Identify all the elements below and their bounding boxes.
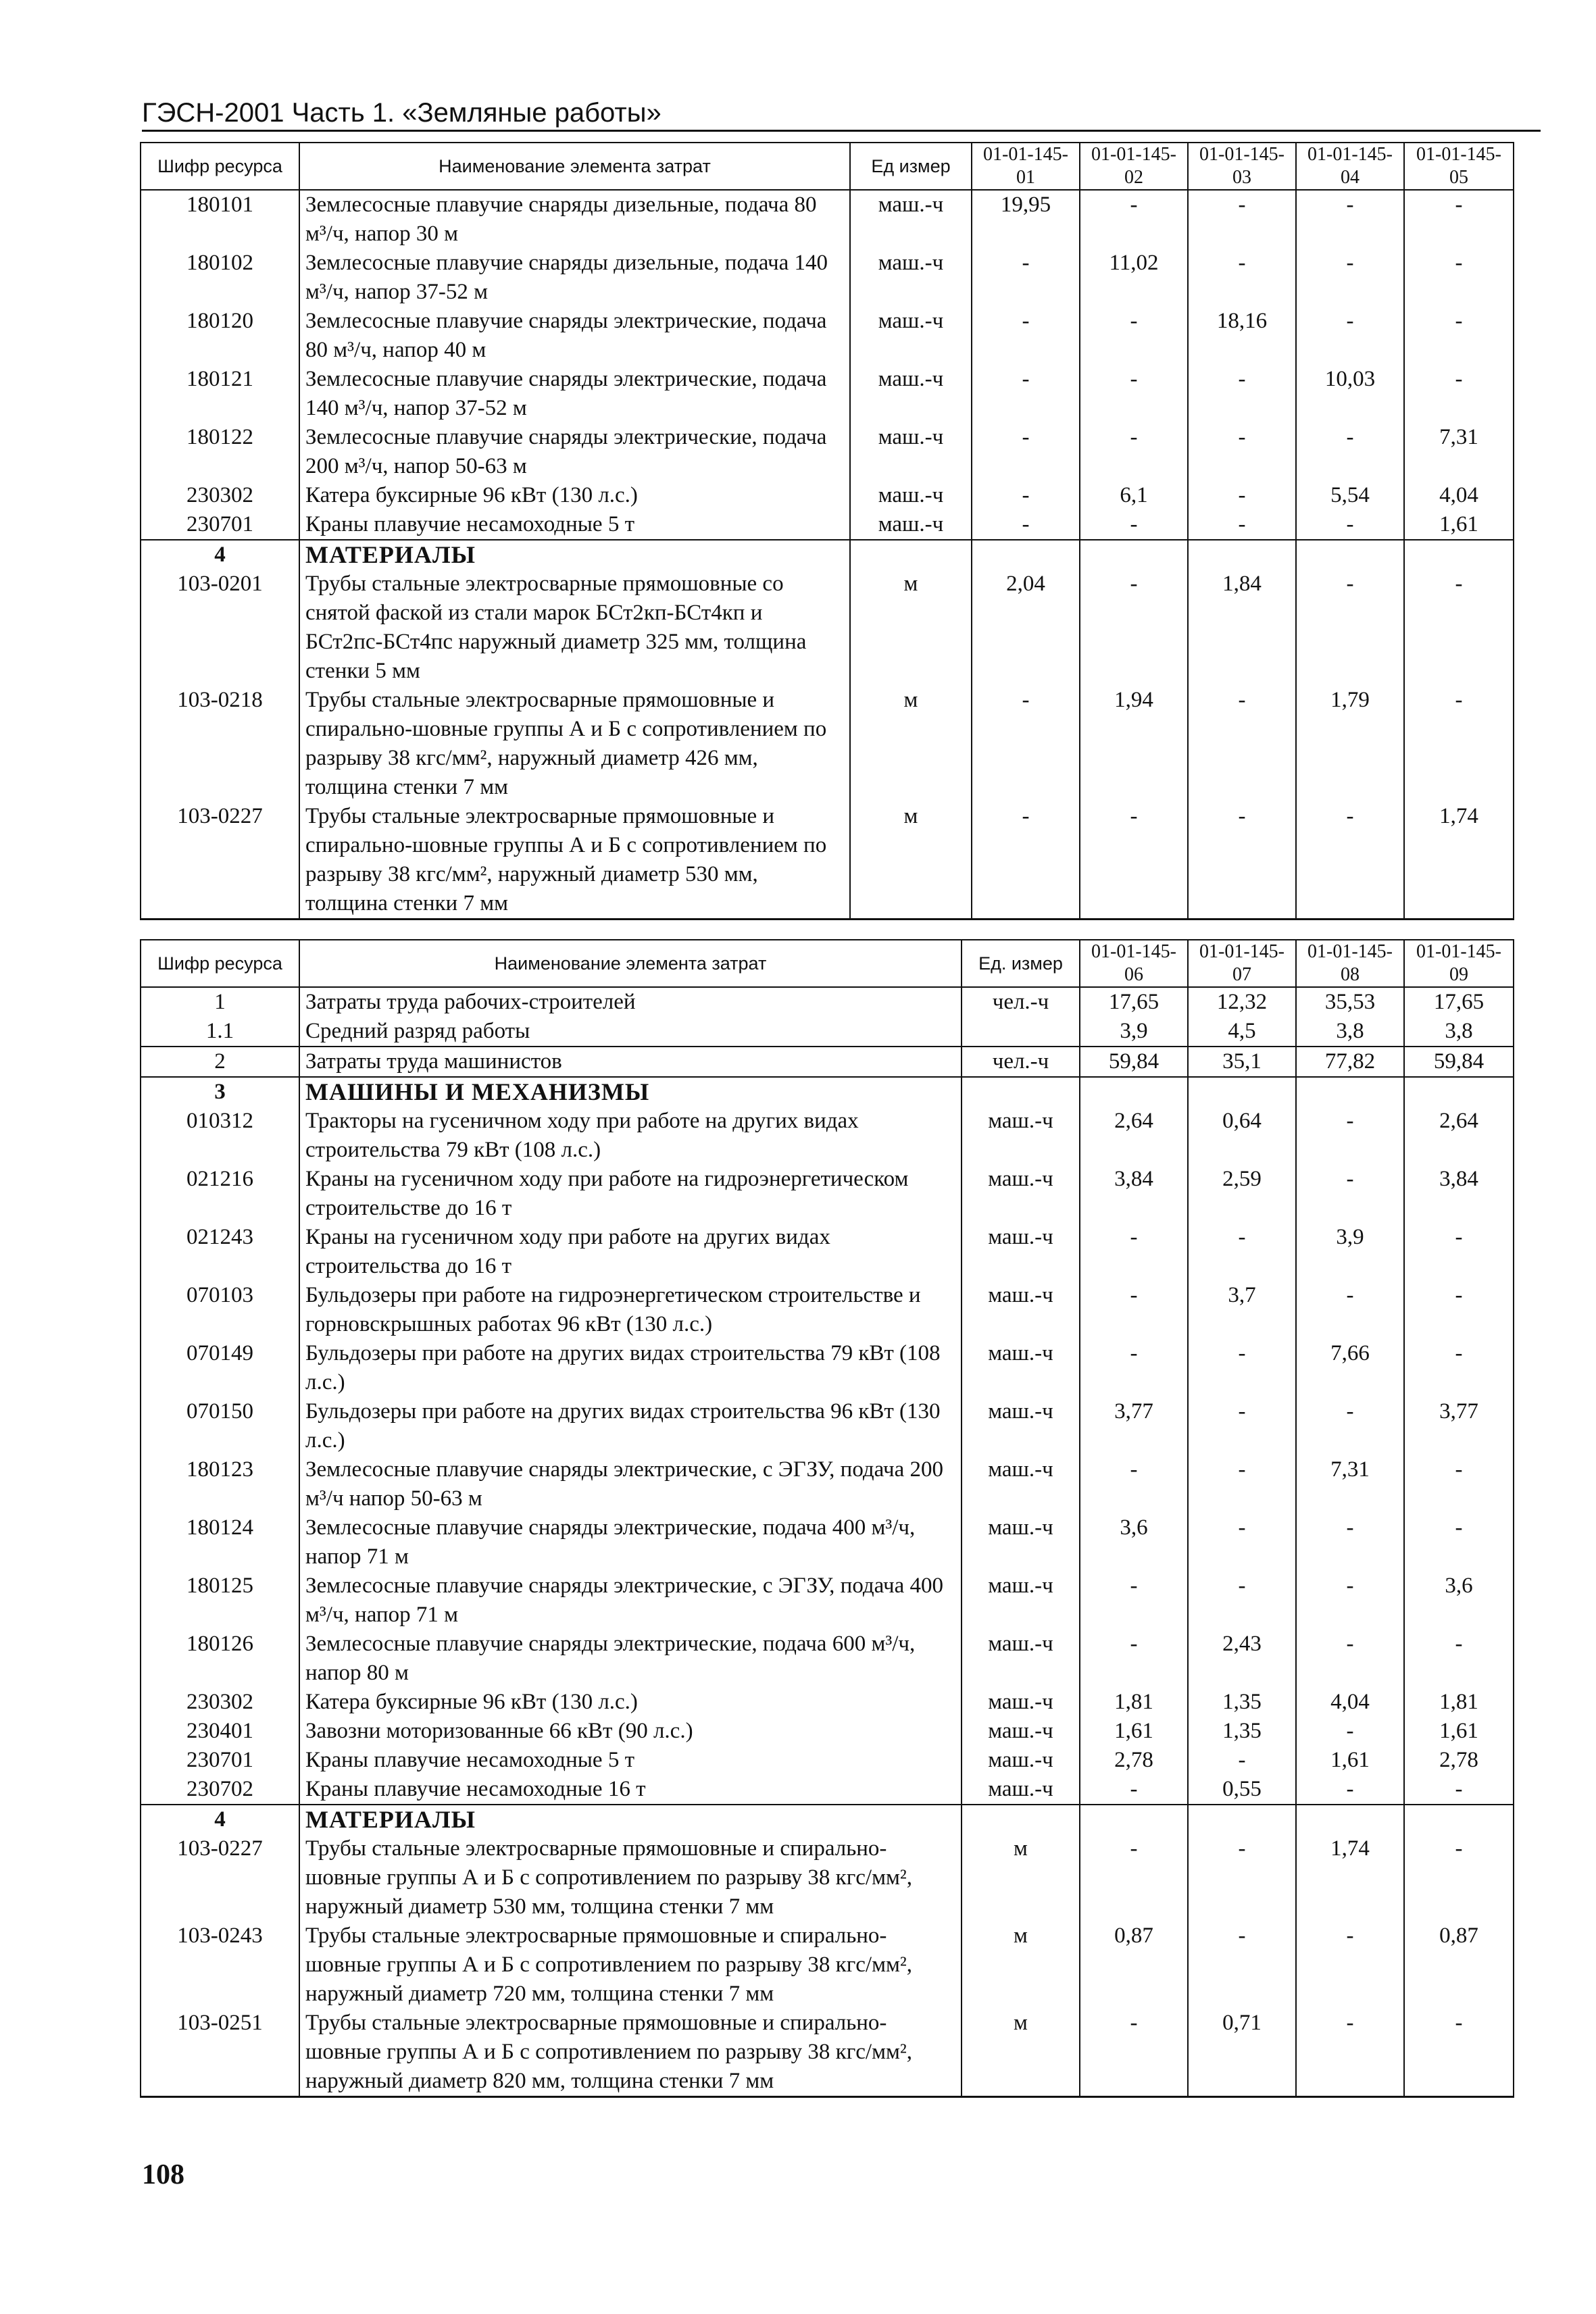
norm-value bbox=[1296, 1077, 1404, 1107]
unit-of-measure: маш.-ч bbox=[962, 1630, 1080, 1688]
resource-name: Трубы стальные электросварные прямошовные и спирально-шовные группы А и Б с сопротивлением по разрыву 38 кгс/мм², наружный диаметр 720 мм, толщина стенки 7 мм bbox=[299, 1921, 962, 2009]
resource-name: Трубы стальные электросварные прямошовные и спирально-шовные группы А и Б с сопротивлением по разрыву 38 кгс/мм², наружный диаметр 426 мм, толщина стенки 7 мм bbox=[299, 686, 850, 802]
norm-value: 2,43 bbox=[1188, 1630, 1296, 1688]
resource-code: 103-0218 bbox=[141, 686, 299, 802]
column-header: Ед измер bbox=[850, 143, 972, 190]
norm-value: - bbox=[1404, 1281, 1514, 1339]
column-header: 01-01-145-01 bbox=[972, 143, 1080, 190]
unit-of-measure: маш.-ч bbox=[962, 1397, 1080, 1455]
norm-value: - bbox=[1188, 249, 1296, 307]
unit-of-measure: м bbox=[850, 570, 972, 686]
resource-code: 3 bbox=[141, 1077, 299, 1107]
unit-of-measure bbox=[850, 540, 972, 570]
norm-value: - bbox=[1188, 423, 1296, 481]
norm-value: - bbox=[1188, 1455, 1296, 1513]
section-row bbox=[141, 1077, 1514, 1107]
section-title: МАТЕРИАЛЫ bbox=[299, 1805, 962, 1834]
norm-value: 7,31 bbox=[1296, 1455, 1404, 1513]
norm-value: 3,7 bbox=[1188, 1281, 1296, 1339]
norm-value: - bbox=[1404, 1630, 1514, 1688]
unit-of-measure: чел.-ч bbox=[962, 1047, 1080, 1077]
column-header: Наименование элемента затрат bbox=[299, 143, 850, 190]
norm-value: 0,64 bbox=[1188, 1107, 1296, 1165]
unit-of-measure: м bbox=[850, 686, 972, 802]
norm-value: - bbox=[972, 686, 1080, 802]
norm-value: 2,78 bbox=[1080, 1746, 1188, 1775]
resource-code: 180120 bbox=[141, 307, 299, 365]
table-row bbox=[141, 1223, 1514, 1281]
resource-name: Землесосные плавучие снаряды дизельные, подача 140 м³/ч, напор 37-52 м bbox=[299, 249, 850, 307]
norm-value bbox=[1296, 540, 1404, 570]
resource-code: 230702 bbox=[141, 1775, 299, 1805]
resource-code: 180122 bbox=[141, 423, 299, 481]
table-row bbox=[141, 987, 1514, 1017]
norm-value: - bbox=[1296, 1165, 1404, 1223]
norm-value: - bbox=[972, 249, 1080, 307]
norm-value: - bbox=[1080, 1571, 1188, 1630]
norm-value: 1,35 bbox=[1188, 1717, 1296, 1746]
resource-code: 230701 bbox=[141, 1746, 299, 1775]
unit-of-measure: маш.-ч bbox=[962, 1513, 1080, 1571]
norm-value: - bbox=[1404, 190, 1514, 249]
column-header: 01-01-145-08 bbox=[1296, 940, 1404, 987]
resource-code: 180102 bbox=[141, 249, 299, 307]
table-row bbox=[141, 1107, 1514, 1165]
section-row bbox=[141, 540, 1514, 570]
unit-of-measure bbox=[962, 1077, 1080, 1107]
norm-value: - bbox=[1080, 1223, 1188, 1281]
unit-of-measure: м bbox=[962, 1834, 1080, 1921]
resource-name: Землесосные плавучие снаряды электрические, подача 600 м³/ч, напор 80 м bbox=[299, 1630, 962, 1688]
norm-value: - bbox=[1404, 1339, 1514, 1397]
norm-value bbox=[1296, 1805, 1404, 1834]
resource-name: Землесосные плавучие снаряды электрические, с ЭГЗУ, подача 200 м³/ч напор 50-63 м bbox=[299, 1455, 962, 1513]
norm-value: - bbox=[1404, 307, 1514, 365]
norm-value: 7,66 bbox=[1296, 1339, 1404, 1397]
norm-value: - bbox=[1296, 249, 1404, 307]
norm-value: - bbox=[1296, 510, 1404, 540]
norm-value: - bbox=[1404, 1834, 1514, 1921]
norm-value: 17,65 bbox=[1404, 987, 1514, 1017]
page-header bbox=[142, 96, 1541, 132]
resource-name: Землесосные плавучие снаряды электрические, подача 140 м³/ч, напор 37-52 м bbox=[299, 365, 850, 423]
norm-value: - bbox=[972, 423, 1080, 481]
section-title: МАШИНЫ И МЕХАНИЗМЫ bbox=[299, 1077, 962, 1107]
norm-value: 1,81 bbox=[1404, 1688, 1514, 1717]
table-row bbox=[141, 570, 1514, 686]
norm-value: - bbox=[972, 802, 1080, 920]
norm-value: 3,8 bbox=[1296, 1017, 1404, 1047]
norm-value: - bbox=[1188, 481, 1296, 510]
norm-value bbox=[1188, 1077, 1296, 1107]
norm-value bbox=[1188, 540, 1296, 570]
resource-code: 230302 bbox=[141, 1688, 299, 1717]
norm-value: 3,8 bbox=[1404, 1017, 1514, 1047]
norm-value: 3,77 bbox=[1080, 1397, 1188, 1455]
column-header: Шифр ресурса bbox=[141, 143, 299, 190]
resource-name: Катера буксирные 96 кВт (130 л.с.) bbox=[299, 481, 850, 510]
column-header: 01-01-145-06 bbox=[1080, 940, 1188, 987]
norm-value: 0,87 bbox=[1080, 1921, 1188, 2009]
resource-name: Трубы стальные электросварные прямошовные и спирально-шовные группы А и Б с сопротивлением по разрыву 38 кгс/мм², наружный диаметр 530 мм, толщина стенки 7 мм bbox=[299, 1834, 962, 1921]
resource-name: Бульдозеры при работе на гидроэнергетическом строительстве и горновскрышных работах 96 кВт (130 л.с.) bbox=[299, 1281, 962, 1339]
unit-of-measure: маш.-ч bbox=[962, 1107, 1080, 1165]
norm-value bbox=[1188, 1805, 1296, 1834]
table-body bbox=[141, 190, 1514, 920]
norm-value: 0,55 bbox=[1188, 1775, 1296, 1805]
norm-value: - bbox=[1188, 365, 1296, 423]
column-header: 01-01-145-05 bbox=[1404, 143, 1514, 190]
norm-value: - bbox=[1404, 249, 1514, 307]
unit-of-measure: маш.-ч bbox=[962, 1223, 1080, 1281]
unit-of-measure: маш.-ч bbox=[850, 249, 972, 307]
norm-value: 77,82 bbox=[1296, 1047, 1404, 1077]
resource-name: Тракторы на гусеничном ходу при работе на других видах строительства 79 кВт (108 л.с.) bbox=[299, 1107, 962, 1165]
norm-value: - bbox=[1188, 802, 1296, 920]
norm-value: - bbox=[1296, 1107, 1404, 1165]
norm-value: - bbox=[1188, 510, 1296, 540]
norm-value: 0,71 bbox=[1188, 2009, 1296, 2097]
norm-value: - bbox=[1080, 1630, 1188, 1688]
norm-value: 1,84 bbox=[1188, 570, 1296, 686]
norm-value: 1,74 bbox=[1296, 1834, 1404, 1921]
norm-value: - bbox=[1296, 1775, 1404, 1805]
table-row bbox=[141, 802, 1514, 920]
norm-value: - bbox=[972, 481, 1080, 510]
table-body bbox=[141, 987, 1514, 2097]
table-row bbox=[141, 1834, 1514, 1921]
norm-value: - bbox=[1188, 686, 1296, 802]
norm-value: - bbox=[1188, 1746, 1296, 1775]
norm-value: 0,87 bbox=[1404, 1921, 1514, 2009]
norm-value: - bbox=[1404, 365, 1514, 423]
table-row bbox=[141, 1630, 1514, 1688]
norm-value: 3,6 bbox=[1080, 1513, 1188, 1571]
column-header: 01-01-145-03 bbox=[1188, 143, 1296, 190]
resource-code: 230701 bbox=[141, 510, 299, 540]
unit-of-measure: м bbox=[850, 802, 972, 920]
resource-code: 180123 bbox=[141, 1455, 299, 1513]
table-row bbox=[141, 1775, 1514, 1805]
column-header: 01-01-145-04 bbox=[1296, 143, 1404, 190]
norm-value: 1,79 bbox=[1296, 686, 1404, 802]
resource-code: 070150 bbox=[141, 1397, 299, 1455]
norm-value: - bbox=[1080, 365, 1188, 423]
table-row bbox=[141, 1455, 1514, 1513]
norm-value bbox=[1080, 1805, 1188, 1834]
norm-value: - bbox=[1080, 1834, 1188, 1921]
unit-of-measure: маш.-ч bbox=[962, 1775, 1080, 1805]
norm-value: 5,54 bbox=[1296, 481, 1404, 510]
norm-value: - bbox=[1080, 570, 1188, 686]
norm-value: 2,64 bbox=[1404, 1107, 1514, 1165]
norm-value: - bbox=[1188, 1513, 1296, 1571]
norm-value: 3,77 bbox=[1404, 1397, 1514, 1455]
table-row bbox=[141, 1339, 1514, 1397]
resource-name: Средний разряд работы bbox=[299, 1017, 962, 1047]
norm-value: 2,59 bbox=[1188, 1165, 1296, 1223]
resource-code: 180101 bbox=[141, 190, 299, 249]
norm-value: 35,53 bbox=[1296, 987, 1404, 1017]
norm-value: - bbox=[1080, 1455, 1188, 1513]
resource-code: 180126 bbox=[141, 1630, 299, 1688]
norm-value: 2,04 bbox=[972, 570, 1080, 686]
resource-name: Трубы стальные электросварные прямошовные и спирально-шовные группы А и Б с сопротивлением по разрыву 38 кгс/мм², наружный диаметр 820 мм, толщина стенки 7 мм bbox=[299, 2009, 962, 2097]
resource-code: 103-0201 bbox=[141, 570, 299, 686]
norm-value: 18,16 bbox=[1188, 307, 1296, 365]
unit-of-measure: маш.-ч bbox=[850, 307, 972, 365]
norm-value: - bbox=[1188, 1339, 1296, 1397]
unit-of-measure: маш.-ч bbox=[962, 1455, 1080, 1513]
norm-value: 1,81 bbox=[1080, 1688, 1188, 1717]
table-header-row bbox=[141, 143, 1514, 190]
unit-of-measure: маш.-ч bbox=[850, 423, 972, 481]
unit-of-measure: маш.-ч bbox=[850, 481, 972, 510]
norm-value: 1,61 bbox=[1296, 1746, 1404, 1775]
column-header: Ед. измер bbox=[962, 940, 1080, 987]
norm-value: - bbox=[972, 307, 1080, 365]
section-title: МАТЕРИАЛЫ bbox=[299, 540, 850, 570]
table-row bbox=[141, 481, 1514, 510]
norm-value: - bbox=[972, 510, 1080, 540]
norm-value: 3,84 bbox=[1404, 1165, 1514, 1223]
norm-value: - bbox=[1080, 1775, 1188, 1805]
table-row bbox=[141, 1921, 1514, 2009]
norm-value: - bbox=[1080, 1281, 1188, 1339]
resource-name: Трубы стальные электросварные прямошовные и спирально-шовные группы А и Б с сопротивлением по разрыву 38 кгс/мм², наружный диаметр 530 мм, толщина стенки 7 мм bbox=[299, 802, 850, 920]
table-row bbox=[141, 1281, 1514, 1339]
resource-name: Краны плавучие несамоходные 16 т bbox=[299, 1775, 962, 1805]
norm-value: - bbox=[1080, 510, 1188, 540]
resource-name: Трубы стальные электросварные прямошовные со снятой фаской из стали марок БСт2кп-БСт4кп и БСт2пс-БСт4пс наружный диаметр 325 мм, толщина стенки 5 мм bbox=[299, 570, 850, 686]
resource-name: Землесосные плавучие снаряды дизельные, подача 80 м³/ч, напор 30 м bbox=[299, 190, 850, 249]
table-row bbox=[141, 1746, 1514, 1775]
resource-code: 180125 bbox=[141, 1571, 299, 1630]
norm-value bbox=[1404, 1077, 1514, 1107]
norm-value: 4,04 bbox=[1404, 481, 1514, 510]
norm-value: 2,78 bbox=[1404, 1746, 1514, 1775]
unit-of-measure: маш.-ч bbox=[962, 1281, 1080, 1339]
table-row bbox=[141, 2009, 1514, 2097]
unit-of-measure: чел.-ч bbox=[962, 987, 1080, 1017]
norm-value: 4,04 bbox=[1296, 1688, 1404, 1717]
norm-value bbox=[1080, 540, 1188, 570]
norm-value: - bbox=[1188, 1921, 1296, 2009]
table-row bbox=[141, 686, 1514, 802]
norm-value: - bbox=[1188, 1834, 1296, 1921]
norm-value: - bbox=[1080, 190, 1188, 249]
resource-code: 1 bbox=[141, 987, 299, 1017]
norm-value: - bbox=[1296, 1397, 1404, 1455]
table-row bbox=[141, 1513, 1514, 1571]
resource-code: 2 bbox=[141, 1047, 299, 1077]
norm-value: 3,9 bbox=[1296, 1223, 1404, 1281]
unit-of-measure: маш.-ч bbox=[850, 190, 972, 249]
norm-value: - bbox=[1188, 190, 1296, 249]
norm-value: - bbox=[972, 365, 1080, 423]
norm-value: - bbox=[1080, 802, 1188, 920]
document-title: ГЭСН-2001 Часть 1. «Земляные работы» bbox=[142, 98, 662, 128]
column-header: Шифр ресурса bbox=[141, 940, 299, 987]
norm-value: - bbox=[1296, 1571, 1404, 1630]
unit-of-measure: м bbox=[962, 1921, 1080, 2009]
resource-code: 103-0251 bbox=[141, 2009, 299, 2097]
norm-value: - bbox=[1080, 423, 1188, 481]
column-header: 01-01-145-07 bbox=[1188, 940, 1296, 987]
norm-value: 4,5 bbox=[1188, 1017, 1296, 1047]
norm-value: - bbox=[1404, 686, 1514, 802]
norm-value: - bbox=[1404, 1223, 1514, 1281]
table-row bbox=[141, 365, 1514, 423]
norm-value: 59,84 bbox=[1080, 1047, 1188, 1077]
norm-value: - bbox=[1188, 1397, 1296, 1455]
resource-code: 4 bbox=[141, 540, 299, 570]
resource-name: Краны на гусеничном ходу при работе на гидроэнергетическом строительстве до 16 т bbox=[299, 1165, 962, 1223]
resource-name: Катера буксирные 96 кВт (130 л.с.) bbox=[299, 1688, 962, 1717]
table-row bbox=[141, 1017, 1514, 1047]
norm-value: 3,9 bbox=[1080, 1017, 1188, 1047]
norm-value: - bbox=[1296, 1513, 1404, 1571]
resource-name: Краны на гусеничном ходу при работе на других видах строительства до 16 т bbox=[299, 1223, 962, 1281]
norm-value: - bbox=[1404, 1513, 1514, 1571]
resource-name: Землесосные плавучие снаряды электрические, подача 400 м³/ч, напор 71 м bbox=[299, 1513, 962, 1571]
resource-name: Землесосные плавучие снаряды электрические, подача 80 м³/ч, напор 40 м bbox=[299, 307, 850, 365]
resource-code: 070103 bbox=[141, 1281, 299, 1339]
resource-code: 230401 bbox=[141, 1717, 299, 1746]
norm-value: - bbox=[1404, 570, 1514, 686]
norm-value: - bbox=[1404, 1455, 1514, 1513]
unit-of-measure: маш.-ч bbox=[962, 1746, 1080, 1775]
resource-code: 230302 bbox=[141, 481, 299, 510]
norm-value: 6,1 bbox=[1080, 481, 1188, 510]
norm-value: - bbox=[1296, 1630, 1404, 1688]
resource-table-1 bbox=[140, 142, 1514, 920]
norm-value: 2,64 bbox=[1080, 1107, 1188, 1165]
norm-value: - bbox=[1296, 570, 1404, 686]
resource-code: 4 bbox=[141, 1805, 299, 1834]
resource-code: 1.1 bbox=[141, 1017, 299, 1047]
table-row bbox=[141, 307, 1514, 365]
resource-name: Краны плавучие несамоходные 5 т bbox=[299, 510, 850, 540]
resource-name: Затраты труда машинистов bbox=[299, 1047, 962, 1077]
norm-value: 17,65 bbox=[1080, 987, 1188, 1017]
norm-value bbox=[1404, 1805, 1514, 1834]
unit-of-measure: м bbox=[962, 2009, 1080, 2097]
norm-value: 12,32 bbox=[1188, 987, 1296, 1017]
resource-code: 180124 bbox=[141, 1513, 299, 1571]
norm-value: 1,61 bbox=[1404, 510, 1514, 540]
norm-value: 35,1 bbox=[1188, 1047, 1296, 1077]
resource-name: Завозни моторизованные 66 кВт (90 л.с.) bbox=[299, 1717, 962, 1746]
norm-value: - bbox=[1296, 307, 1404, 365]
norm-value: - bbox=[1080, 307, 1188, 365]
resource-name: Землесосные плавучие снаряды электрические, подача 200 м³/ч, напор 50-63 м bbox=[299, 423, 850, 481]
resource-code: 103-0243 bbox=[141, 1921, 299, 2009]
resource-code: 010312 bbox=[141, 1107, 299, 1165]
unit-of-measure: маш.-ч bbox=[962, 1717, 1080, 1746]
table-row bbox=[141, 1688, 1514, 1717]
column-header: Наименование элемента затрат bbox=[299, 940, 962, 987]
norm-value: - bbox=[1296, 423, 1404, 481]
norm-value: - bbox=[1404, 1775, 1514, 1805]
resource-code: 103-0227 bbox=[141, 1834, 299, 1921]
norm-value: 3,6 bbox=[1404, 1571, 1514, 1630]
norm-value bbox=[972, 540, 1080, 570]
norm-value bbox=[1404, 540, 1514, 570]
norm-value: - bbox=[1296, 802, 1404, 920]
resource-code: 070149 bbox=[141, 1339, 299, 1397]
norm-value: - bbox=[1080, 2009, 1188, 2097]
norm-value: - bbox=[1188, 1571, 1296, 1630]
norm-value: 7,31 bbox=[1404, 423, 1514, 481]
table-row bbox=[141, 1571, 1514, 1630]
table-row bbox=[141, 1047, 1514, 1077]
table-row bbox=[141, 1717, 1514, 1746]
resource-name: Краны плавучие несамоходные 5 т bbox=[299, 1746, 962, 1775]
unit-of-measure bbox=[962, 1805, 1080, 1834]
resource-name: Бульдозеры при работе на других видах строительства 96 кВт (130 л.с.) bbox=[299, 1397, 962, 1455]
norm-value: 1,94 bbox=[1080, 686, 1188, 802]
resource-name: Затраты труда рабочих-строителей bbox=[299, 987, 962, 1017]
unit-of-measure: маш.-ч bbox=[962, 1165, 1080, 1223]
resource-code: 180121 bbox=[141, 365, 299, 423]
norm-value bbox=[1080, 1077, 1188, 1107]
table-row bbox=[141, 510, 1514, 540]
table-row bbox=[141, 249, 1514, 307]
norm-value: - bbox=[1296, 190, 1404, 249]
norm-value: 1,61 bbox=[1080, 1717, 1188, 1746]
table-row bbox=[141, 1165, 1514, 1223]
norm-value: - bbox=[1404, 2009, 1514, 2097]
norm-value: 3,84 bbox=[1080, 1165, 1188, 1223]
page-number: 108 bbox=[142, 2159, 184, 2190]
resource-table-2 bbox=[140, 939, 1514, 2098]
norm-value: 11,02 bbox=[1080, 249, 1188, 307]
norm-value: 59,84 bbox=[1404, 1047, 1514, 1077]
resource-code: 021243 bbox=[141, 1223, 299, 1281]
section-row bbox=[141, 1805, 1514, 1834]
table-row bbox=[141, 423, 1514, 481]
resource-name: Бульдозеры при работе на других видах строительства 79 кВт (108 л.с.) bbox=[299, 1339, 962, 1397]
table-header-row bbox=[141, 940, 1514, 987]
norm-value: 10,03 bbox=[1296, 365, 1404, 423]
column-header: 01-01-145-09 bbox=[1404, 940, 1514, 987]
unit-of-measure: маш.-ч bbox=[962, 1688, 1080, 1717]
norm-value: 1,61 bbox=[1404, 1717, 1514, 1746]
unit-of-measure: маш.-ч bbox=[962, 1571, 1080, 1630]
resource-name: Землесосные плавучие снаряды электрические, с ЭГЗУ, подача 400 м³/ч, напор 71 м bbox=[299, 1571, 962, 1630]
norm-value: 19,95 bbox=[972, 190, 1080, 249]
resource-code: 103-0227 bbox=[141, 802, 299, 920]
norm-value: - bbox=[1296, 1281, 1404, 1339]
unit-of-measure: маш.-ч bbox=[962, 1339, 1080, 1397]
table-row bbox=[141, 190, 1514, 249]
column-header: 01-01-145-02 bbox=[1080, 143, 1188, 190]
norm-value: - bbox=[1080, 1339, 1188, 1397]
norm-value: - bbox=[1188, 1223, 1296, 1281]
norm-value: 1,74 bbox=[1404, 802, 1514, 920]
norm-value: - bbox=[1296, 1921, 1404, 2009]
resource-code: 021216 bbox=[141, 1165, 299, 1223]
norm-value: 1,35 bbox=[1188, 1688, 1296, 1717]
unit-of-measure: маш.-ч bbox=[850, 365, 972, 423]
unit-of-measure bbox=[962, 1017, 1080, 1047]
table-row bbox=[141, 1397, 1514, 1455]
unit-of-measure: маш.-ч bbox=[850, 510, 972, 540]
norm-value: - bbox=[1296, 2009, 1404, 2097]
norm-value: - bbox=[1296, 1717, 1404, 1746]
